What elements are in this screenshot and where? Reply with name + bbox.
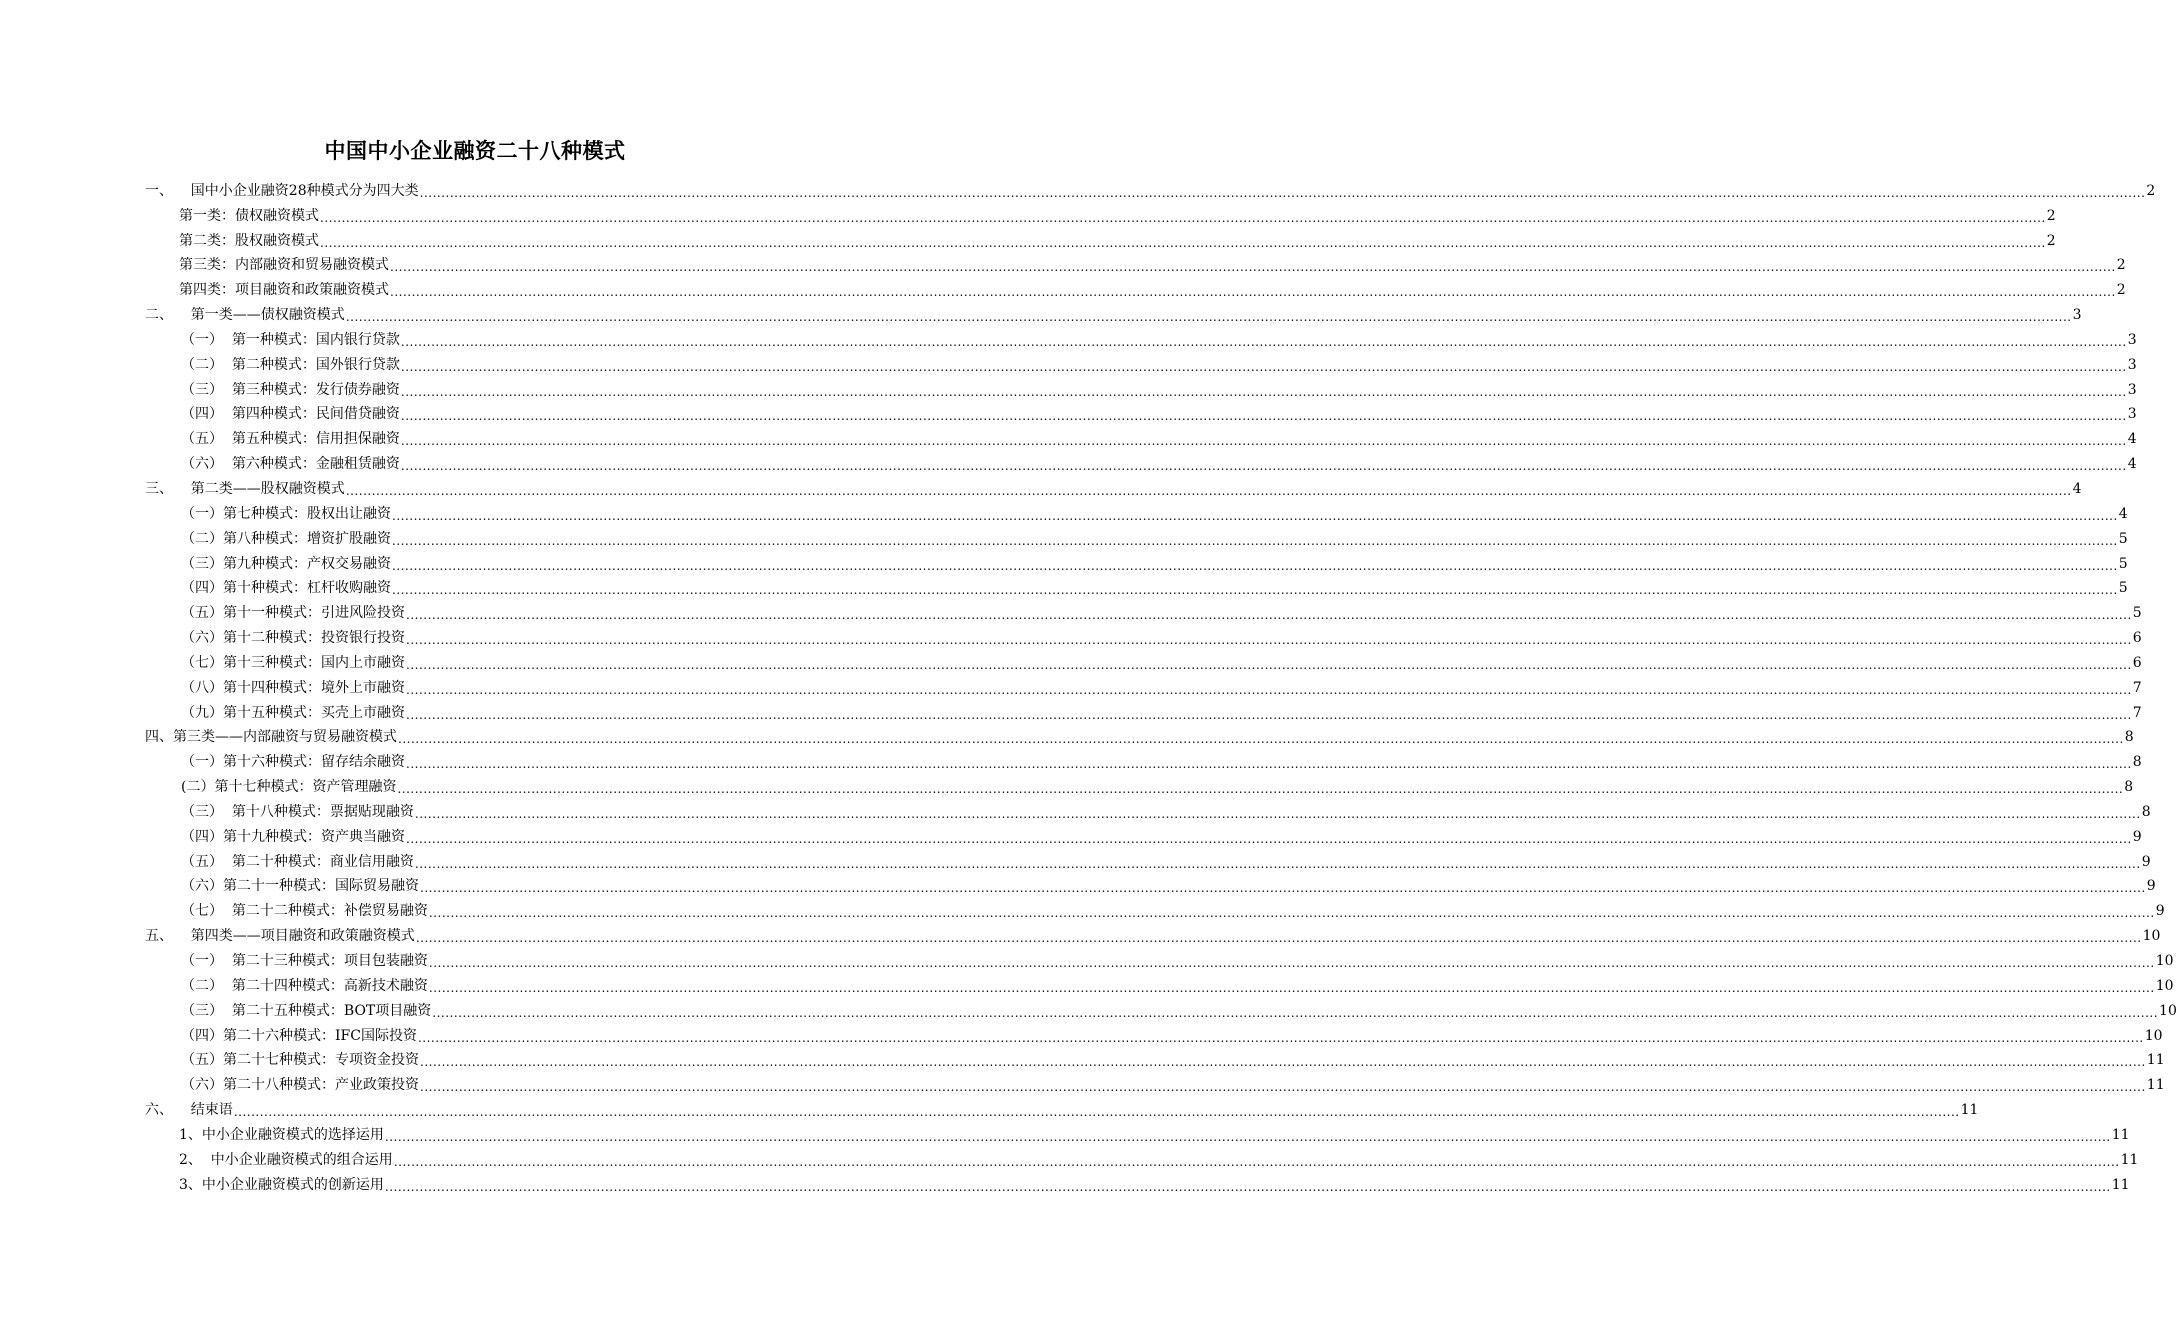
toc-entry-page-number: 2 bbox=[2046, 207, 2056, 224]
toc-entry-page-number: 8 bbox=[2124, 779, 2134, 796]
toc-entry[interactable] bbox=[145, 1119, 2130, 1144]
toc-entry-label: （七） 第二十二种模式：补偿贸易融资 bbox=[181, 903, 428, 920]
toc-entry-page-number: 11 bbox=[2111, 1126, 2130, 1143]
toc-entry-label: （八）第十四种模式：境外上市融资 bbox=[181, 679, 405, 696]
toc-entry-page-number: 11 bbox=[2111, 1176, 2130, 1193]
toc-entry-page-number: 9 bbox=[2141, 853, 2151, 870]
toc-entry-page-number: 5 bbox=[2118, 555, 2128, 572]
dot-leader: ................................................................................................................................................................................................................................................................................................................................................................................................................ bbox=[392, 508, 2118, 523]
toc-entry-page-number: 11 bbox=[2146, 1052, 2165, 1069]
toc-entry-page-number: 3 bbox=[2127, 381, 2137, 398]
toc-entry-page-number: 10 bbox=[2142, 928, 2161, 945]
toc-entry-label: 五、 第四类——项目融资和政策融资模式 bbox=[145, 928, 415, 945]
dot-leader: ................................................................................................................................................................................................................................................................................................................................................................................................................ bbox=[392, 533, 2118, 548]
toc-entry[interactable] bbox=[145, 225, 2056, 250]
dot-leader: ................................................................................................................................................................................................................................................................................................................................................................................................................ bbox=[390, 260, 2116, 275]
dot-leader: ................................................................................................................................................................................................................................................................................................................................................................................................................ bbox=[414, 806, 2141, 821]
dot-leader: ................................................................................................................................................................................................................................................................................................................................................................................................................ bbox=[320, 210, 2046, 225]
toc-entry-label: (二）第十七种模式：资产管理融资 bbox=[181, 779, 397, 796]
toc-entry-page-number: 11 bbox=[2120, 1151, 2139, 1168]
dot-leader: ................................................................................................................................................................................................................................................................................................................................................................................................................ bbox=[233, 1105, 1960, 1120]
toc-entry-label: 第一类：债权融资模式 bbox=[179, 207, 319, 224]
toc-entry-page-number: 8 bbox=[2141, 803, 2151, 820]
toc-entry[interactable] bbox=[145, 200, 2056, 225]
toc-entry[interactable] bbox=[145, 895, 2165, 921]
toc-entry-label: （二） 第二十四种模式：高新技术融资 bbox=[181, 977, 428, 994]
toc-entry[interactable] bbox=[145, 548, 2128, 573]
toc-entry-page-number: 5 bbox=[2132, 605, 2142, 622]
toc-entry-label: （四） 第四种模式：民间借贷融资 bbox=[181, 406, 400, 423]
toc-entry[interactable] bbox=[145, 374, 2137, 399]
toc-entry[interactable] bbox=[145, 846, 2151, 871]
toc-entry[interactable] bbox=[145, 647, 2142, 672]
dot-leader: ................................................................................................................................................................................................................................................................................................................................................................................................................ bbox=[406, 707, 2132, 722]
toc-entry-page-number: 10 bbox=[2159, 1002, 2177, 1019]
toc-entry-label: 三、 第二类——股权融资模式 bbox=[145, 480, 345, 497]
dot-leader: ................................................................................................................................................................................................................................................................................................................................................................................................................ bbox=[406, 657, 2132, 672]
dot-leader: ................................................................................................................................................................................................................................................................................................................................................................................................................ bbox=[393, 1154, 2120, 1169]
toc-entry-page-number: 8 bbox=[2132, 754, 2142, 771]
toc-entry-label: （一） 第一种模式：国内银行贷款 bbox=[181, 331, 400, 348]
dot-leader: ................................................................................................................................................................................................................................................................................................................................................................................................................ bbox=[392, 558, 2118, 573]
toc-entry-page-number: 7 bbox=[2132, 704, 2142, 721]
dot-leader: ................................................................................................................................................................................................................................................................................................................................................................................................................ bbox=[420, 881, 2146, 896]
dot-leader: ................................................................................................................................................................................................................................................................................................................................................................................................................ bbox=[390, 285, 2116, 300]
toc-entry-page-number: 6 bbox=[2132, 630, 2142, 647]
toc-entry-page-number: 5 bbox=[2118, 580, 2128, 597]
toc-entry-page-number: 11 bbox=[1960, 1102, 1979, 1119]
toc-entry[interactable] bbox=[145, 1045, 2165, 1070]
toc-entry[interactable] bbox=[145, 299, 2082, 325]
toc-entry[interactable] bbox=[145, 448, 2137, 474]
dot-leader: ................................................................................................................................................................................................................................................................................................................................................................................................................ bbox=[406, 682, 2132, 697]
toc-entry-label: （四）第二十六种模式：IFC国际投资 bbox=[181, 1027, 417, 1044]
toc-entry-label: 第四类：项目融资和政策融资模式 bbox=[179, 282, 389, 299]
toc-entry[interactable] bbox=[145, 573, 2128, 598]
toc-entry-page-number: 2 bbox=[2116, 257, 2126, 274]
toc-entry-label: （六）第二十八种模式：产业政策投资 bbox=[181, 1077, 419, 1094]
toc-entry-label: 2、 中小企业融资模式的组合运用 bbox=[179, 1151, 393, 1168]
toc-entry-label: 第三类：内部融资和贸易融资模式 bbox=[179, 257, 389, 274]
toc-entry[interactable] bbox=[145, 697, 2142, 722]
dot-leader: ................................................................................................................................................................................................................................................................................................................................................................................................................ bbox=[397, 782, 2124, 797]
toc-entry[interactable] bbox=[145, 821, 2142, 846]
toc-entry[interactable] bbox=[145, 324, 2137, 349]
dot-leader: ................................................................................................................................................................................................................................................................................................................................................................................................................ bbox=[345, 483, 2072, 498]
toc-entry-page-number: 10 bbox=[2144, 1027, 2163, 1044]
dot-leader: ................................................................................................................................................................................................................................................................................................................................................................................................................ bbox=[417, 1030, 2144, 1045]
dot-leader: ................................................................................................................................................................................................................................................................................................................................................................................................................ bbox=[414, 856, 2141, 871]
dot-leader: ................................................................................................................................................................................................................................................................................................................................................................................................................ bbox=[406, 831, 2132, 846]
dot-leader: ................................................................................................................................................................................................................................................................................................................................................................................................................ bbox=[428, 980, 2155, 995]
toc-entry[interactable] bbox=[145, 746, 2142, 772]
dot-leader: ................................................................................................................................................................................................................................................................................................................................................................................................................ bbox=[400, 434, 2127, 449]
toc-entry-page-number: 11 bbox=[2146, 1077, 2165, 1094]
toc-entry[interactable] bbox=[145, 423, 2137, 449]
toc-entry-label: （一）第七种模式：股权出让融资 bbox=[181, 505, 391, 522]
dot-leader: ................................................................................................................................................................................................................................................................................................................................................................................................................ bbox=[398, 732, 2124, 747]
toc-entry-page-number: 3 bbox=[2127, 406, 2137, 423]
toc-entry[interactable] bbox=[145, 349, 2137, 374]
toc-entry[interactable] bbox=[145, 622, 2142, 648]
toc-entry[interactable] bbox=[145, 672, 2142, 697]
dot-leader: ................................................................................................................................................................................................................................................................................................................................................................................................................ bbox=[400, 359, 2127, 374]
toc-entry[interactable] bbox=[145, 1094, 1979, 1120]
toc-entry[interactable] bbox=[145, 1169, 2130, 1194]
toc-entry-page-number: 9 bbox=[2146, 878, 2156, 895]
toc-entry-label: 一、 国中小企业融资28种模式分为四大类 bbox=[145, 182, 419, 199]
toc-entry-page-number: 10 bbox=[2155, 953, 2174, 969]
toc-entry[interactable] bbox=[145, 970, 2174, 995]
dot-leader: ................................................................................................................................................................................................................................................................................................................................................................................................................ bbox=[432, 1005, 2159, 1020]
dot-leader: ................................................................................................................................................................................................................................................................................................................................................................................................................ bbox=[345, 310, 2072, 325]
toc-entry-label: 第二类：股权融资模式 bbox=[179, 232, 319, 249]
toc-entry-label: （五） 第二十种模式：商业信用融资 bbox=[181, 853, 414, 870]
toc-entry[interactable] bbox=[145, 771, 2134, 797]
dot-leader: ................................................................................................................................................................................................................................................................................................................................................................................................................ bbox=[428, 956, 2155, 970]
toc-entry-label: （六）第十二种模式：投资银行投资 bbox=[181, 630, 405, 647]
toc-entry-label: 四、第三类——内部融资与贸易融资模式 bbox=[145, 729, 397, 746]
dot-leader: ................................................................................................................................................................................................................................................................................................................................................................................................................ bbox=[392, 583, 2118, 598]
toc-entry-page-number: 4 bbox=[2127, 456, 2137, 473]
toc-entry[interactable] bbox=[145, 1020, 2163, 1045]
toc-entry[interactable] bbox=[145, 920, 2161, 946]
toc-entry-page-number: 3 bbox=[2127, 356, 2137, 373]
dot-leader: ................................................................................................................................................................................................................................................................................................................................................................................................................ bbox=[400, 409, 2127, 424]
toc-entry-page-number: 10 bbox=[2155, 977, 2174, 994]
dot-leader: ................................................................................................................................................................................................................................................................................................................................................................................................................ bbox=[384, 1129, 2111, 1144]
toc-entry-page-number: 9 bbox=[2155, 903, 2165, 920]
toc-entry-label: （四）第十种模式：杠杆收购融资 bbox=[181, 580, 391, 597]
toc-entry-label: （一） 第二十三种模式：项目包装融资 bbox=[181, 953, 428, 969]
table-of-contents bbox=[145, 175, 2177, 1194]
toc-entry-label: （六） 第六种模式：金融租赁融资 bbox=[181, 456, 400, 473]
dot-leader: ................................................................................................................................................................................................................................................................................................................................................................................................................ bbox=[406, 608, 2132, 623]
toc-entry[interactable] bbox=[145, 175, 2156, 200]
toc-entry-label: （五） 第五种模式：信用担保融资 bbox=[181, 431, 400, 448]
toc-entry-label: 1、中小企业融资模式的选择运用 bbox=[179, 1126, 384, 1143]
toc-entry-label: （三） 第三种模式：发行债券融资 bbox=[181, 381, 400, 398]
toc-entry-page-number: 4 bbox=[2127, 431, 2137, 448]
toc-entry-label: （三） 第十八种模式：票据贴现融资 bbox=[181, 803, 414, 820]
dot-leader: ................................................................................................................................................................................................................................................................................................................................................................................................................ bbox=[420, 1055, 2146, 1070]
toc-entry-page-number: 9 bbox=[2132, 828, 2142, 845]
dot-leader: ................................................................................................................................................................................................................................................................................................................................................................................................................ bbox=[415, 931, 2142, 946]
dot-leader: ................................................................................................................................................................................................................................................................................................................................................................................................................ bbox=[406, 757, 2132, 772]
dot-leader: ................................................................................................................................................................................................................................................................................................................................................................................................................ bbox=[406, 633, 2132, 648]
toc-entry-label: （三）第九种模式：产权交易融资 bbox=[181, 555, 391, 572]
toc-entry-page-number: 6 bbox=[2132, 654, 2142, 671]
toc-entry-page-number: 5 bbox=[2118, 530, 2128, 547]
dot-leader: ................................................................................................................................................................................................................................................................................................................................................................................................................ bbox=[320, 235, 2046, 250]
toc-entry-label: （五）第十一种模式：引进风险投资 bbox=[181, 605, 405, 622]
toc-entry-label: （二） 第二种模式：国外银行贷款 bbox=[181, 356, 400, 373]
dot-leader: ................................................................................................................................................................................................................................................................................................................................................................................................................ bbox=[400, 459, 2127, 474]
toc-entry[interactable] bbox=[145, 1144, 2139, 1169]
toc-entry-label: （三） 第二十五种模式：BOT项目融资 bbox=[181, 1002, 432, 1019]
document-title: 中国中小企业融资二十八种模式 bbox=[324, 139, 626, 163]
toc-entry-page-number: 7 bbox=[2132, 679, 2142, 696]
toc-entry[interactable] bbox=[145, 399, 2137, 424]
toc-entry-label: 二、 第一类——债权融资模式 bbox=[145, 307, 345, 324]
toc-entry[interactable] bbox=[145, 498, 2128, 523]
toc-entry[interactable] bbox=[145, 1069, 2165, 1095]
toc-entry-label: 3、中小企业融资模式的创新运用 bbox=[179, 1176, 384, 1193]
toc-entry-label: （二）第八种模式：增资扩股融资 bbox=[181, 530, 391, 547]
toc-entry[interactable] bbox=[145, 722, 2134, 747]
toc-entry[interactable] bbox=[145, 274, 2126, 300]
toc-entry[interactable] bbox=[145, 945, 2174, 970]
toc-entry[interactable] bbox=[145, 871, 2156, 896]
toc-entry-page-number: 3 bbox=[2072, 307, 2082, 324]
toc-entry-page-number: 3 bbox=[2127, 331, 2137, 348]
toc-entry-label: （四）第十九种模式：资产典当融资 bbox=[181, 828, 405, 845]
dot-leader: ................................................................................................................................................................................................................................................................................................................................................................................................................ bbox=[428, 906, 2155, 921]
toc-entry[interactable] bbox=[145, 473, 2082, 498]
toc-entry-label: 六、 结束语 bbox=[145, 1102, 233, 1119]
toc-entry-page-number: 8 bbox=[2124, 729, 2134, 746]
toc-entry-label: （九）第十五种模式：买壳上市融资 bbox=[181, 704, 405, 721]
toc-entry[interactable] bbox=[145, 597, 2142, 623]
toc-entry-page-number: 4 bbox=[2072, 480, 2082, 497]
toc-entry[interactable] bbox=[145, 523, 2128, 548]
toc-entry-label: （五）第二十七种模式：专项资金投资 bbox=[181, 1052, 419, 1069]
dot-leader: ................................................................................................................................................................................................................................................................................................................................................................................................................ bbox=[384, 1179, 2111, 1194]
toc-entry[interactable] bbox=[145, 995, 2177, 1020]
toc-entry-page-number: 2 bbox=[2046, 232, 2056, 249]
toc-entry-label: （一）第十六种模式：留存结余融资 bbox=[181, 754, 405, 771]
toc-entry[interactable] bbox=[145, 250, 2126, 275]
dot-leader: ................................................................................................................................................................................................................................................................................................................................................................................................................ bbox=[420, 1080, 2146, 1095]
dot-leader: ................................................................................................................................................................................................................................................................................................................................................................................................................ bbox=[419, 185, 2146, 200]
toc-entry[interactable] bbox=[145, 796, 2151, 821]
dot-leader: ................................................................................................................................................................................................................................................................................................................................................................................................................ bbox=[400, 384, 2127, 399]
toc-entry-label: （六）第二十一种模式：国际贸易融资 bbox=[181, 878, 419, 895]
toc-entry-page-number: 2 bbox=[2116, 282, 2126, 299]
toc-entry-page-number: 4 bbox=[2118, 505, 2128, 522]
dot-leader: ................................................................................................................................................................................................................................................................................................................................................................................................................ bbox=[400, 334, 2127, 349]
toc-entry-page-number: 2 bbox=[2146, 182, 2156, 199]
toc-entry-label: （七）第十三种模式：国内上市融资 bbox=[181, 654, 405, 671]
